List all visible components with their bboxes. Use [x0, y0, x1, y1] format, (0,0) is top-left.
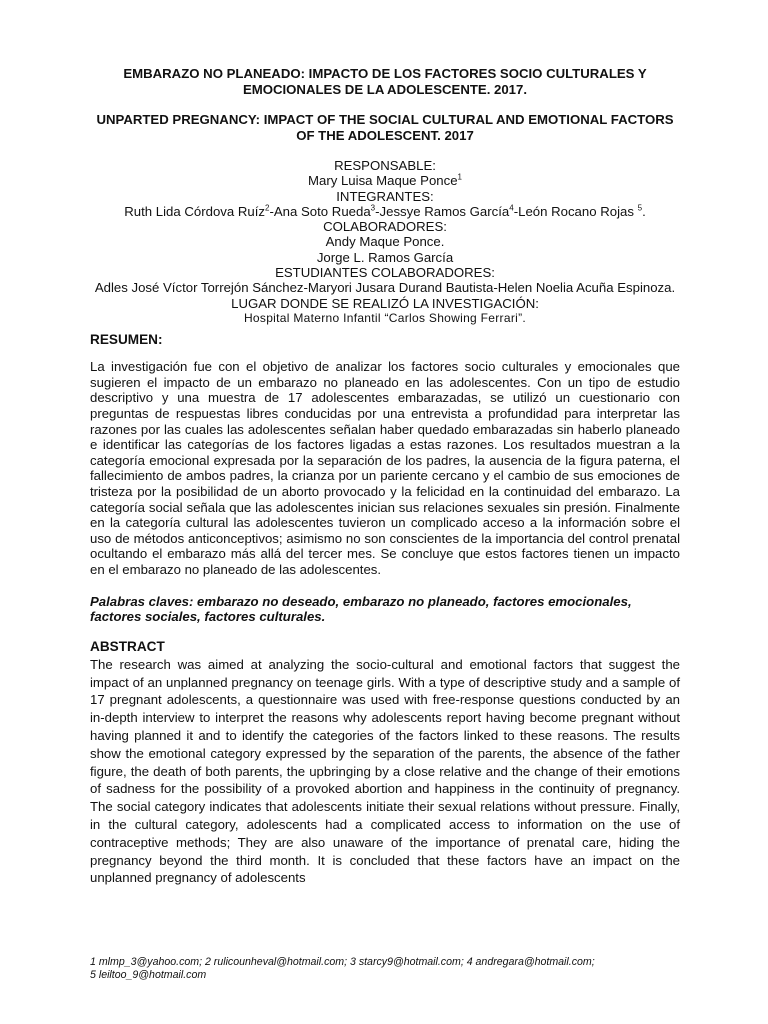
responsable-line [90, 173, 680, 188]
integrante-sup: 2 [265, 203, 270, 213]
title-spanish: EMBARAZO NO PLANEADO: IMPACTO DE LOS FACTORES SOCIO CULTURALES Y EMOCIONALES DE LA ADOLESCENTE. 2017. [123, 66, 647, 97]
credits-block [90, 158, 680, 326]
integrante-sup: 5 [637, 203, 643, 213]
abstract-paragraph: The research was aimed at analyzing the socio-cultural and emotional factors that suggest the impact of an unplanned pregnancy on teenage girls. With a type of descriptive study and a sample of 17 pregnant adolescents, a questionnaire was used with free-response questions conducted by an in-depth interview to interpret the reasons why adolescents report having become pregnant without having planned it and to identify the categories of the factors linked to these reasons. The results show the emotional category expressed by the separation of the parents, the absence of the father figure, the death of both parents, the upbringing by a close relative and the change of their emotions of sadness for the possibility of a provoked abortion and happiness in the continuity of pregnancy. The social category indicates that adolescents initiate their sexual relations without pressure. Finally, in the cultural category, adolescents had a complicated access to information on the use of contraceptive methods; They are also unaware of the importance of prenatal care, hiding the pregnancy beyond the third month. It is concluded that these factors have an impact on the unplanned pregnancy of adolescents [90, 656, 680, 886]
integrante-sep: - [513, 203, 519, 219]
title-english: UNPARTED PREGNANCY: IMPACT OF THE SOCIAL CULTURAL AND EMOTIONAL FACTORS OF THE ADOLESCENT. 2017 [96, 112, 674, 143]
integrante-name: Ana Soto Rueda [273, 203, 371, 219]
estudiantes-names: Adles José Víctor Torrejón Sánchez-Maryori Jusara Durand Bautista-Helen Noelia Acuña Espinoza. [94, 280, 676, 296]
resumen-paragraph: La investigación fue con el objetivo de analizar los factores socio culturales y emocionales que sugieren el impacto de un embarazo no planeado en las adolescentes. Con un tipo de estudio descriptivo y una muestra de 17 adolescentes embarazadas, se utilizó un cuestionario con preguntas de respuestas libres conducidas por una entrevista a profundidad para interpretar las razones por las cuales las adolescentes señalan haber quedado embarazadas sin haberlo planeado e identificar las categorías de los factores ligadas a estas razones. Los resultados muestran a la categoría emocional expresada por la separación de los padres, la ausencia de la figura paterna, el fallecimiento de ambos padres, la crianza por un pariente cercano y el cambio de sus emociones de tristeza por la posibilidad de un aborto provocado y la felicidad en la continuidad del embarazo. La categoría social señala que las adolescentes inician sus relaciones sexuales sin presión. Finalmente en la categoría cultural las adolescentes tuvieron un complicado acceso a la información sobre el uso de métodos anticonceptivos; asimismo no son conscientes de la importancia del control prenatal ocultando el embarazo más allá del tercer mes. Se concluye que estos factores tienen un impacto en el embarazo no planeado de las adolescentes. [90, 359, 680, 577]
resumen-heading: RESUMEN: [90, 332, 163, 348]
integrante-name: Jessye Ramos García [379, 203, 510, 219]
integrante-sep: - [269, 203, 274, 219]
estudiantes-label: ESTUDIANTES COLABORADORES: [275, 265, 495, 281]
keywords: Palabras claves: embarazo no deseado, embarazo no planeado, factores emocionales, factores sociales, factores culturales. [90, 593, 632, 625]
integrantes-line [90, 204, 680, 219]
integrante-sep: . [642, 203, 646, 219]
integrante-sup: 3 [370, 203, 376, 213]
footnote-line: 5 leiltoo_9@hotmail.com [90, 968, 207, 981]
responsable-name: Mary Luisa Maque Ponce [308, 173, 458, 189]
abstract-heading: ABSTRACT [90, 638, 165, 654]
responsable-label: RESPONSABLE: [334, 158, 436, 173]
integrantes-label: INTEGRANTES: [336, 188, 434, 204]
integrante-name: León Rocano Rojas [518, 203, 638, 219]
footnote-line: 1 mlmp_3@yahoo.com; 2 rulicounheval@hotmail.com; 3 starcy9@hotmail.com; 4 andregara@hotmail.com; [90, 956, 595, 968]
paper-page [90, 66, 680, 887]
footnote-emails [90, 956, 690, 981]
lugar-name: Hospital Materno Infantil “Carlos Showing Ferrari”. [243, 310, 527, 325]
integrante-sup: 4 [509, 203, 514, 213]
integrante-name: Ruth Lida Córdova Ruíz [124, 203, 266, 219]
colaboradores-label: COLABORADORES: [323, 219, 447, 235]
colaborador-name: Andy Maque Ponce. [325, 234, 445, 250]
lugar-label: LUGAR DONDE SE REALIZÓ LA INVESTIGACIÓN: [231, 295, 539, 311]
integrante-sep: - [375, 203, 380, 219]
responsable-sup: 1 [457, 172, 462, 182]
colaborador-name: Jorge L. Ramos García [316, 249, 454, 265]
